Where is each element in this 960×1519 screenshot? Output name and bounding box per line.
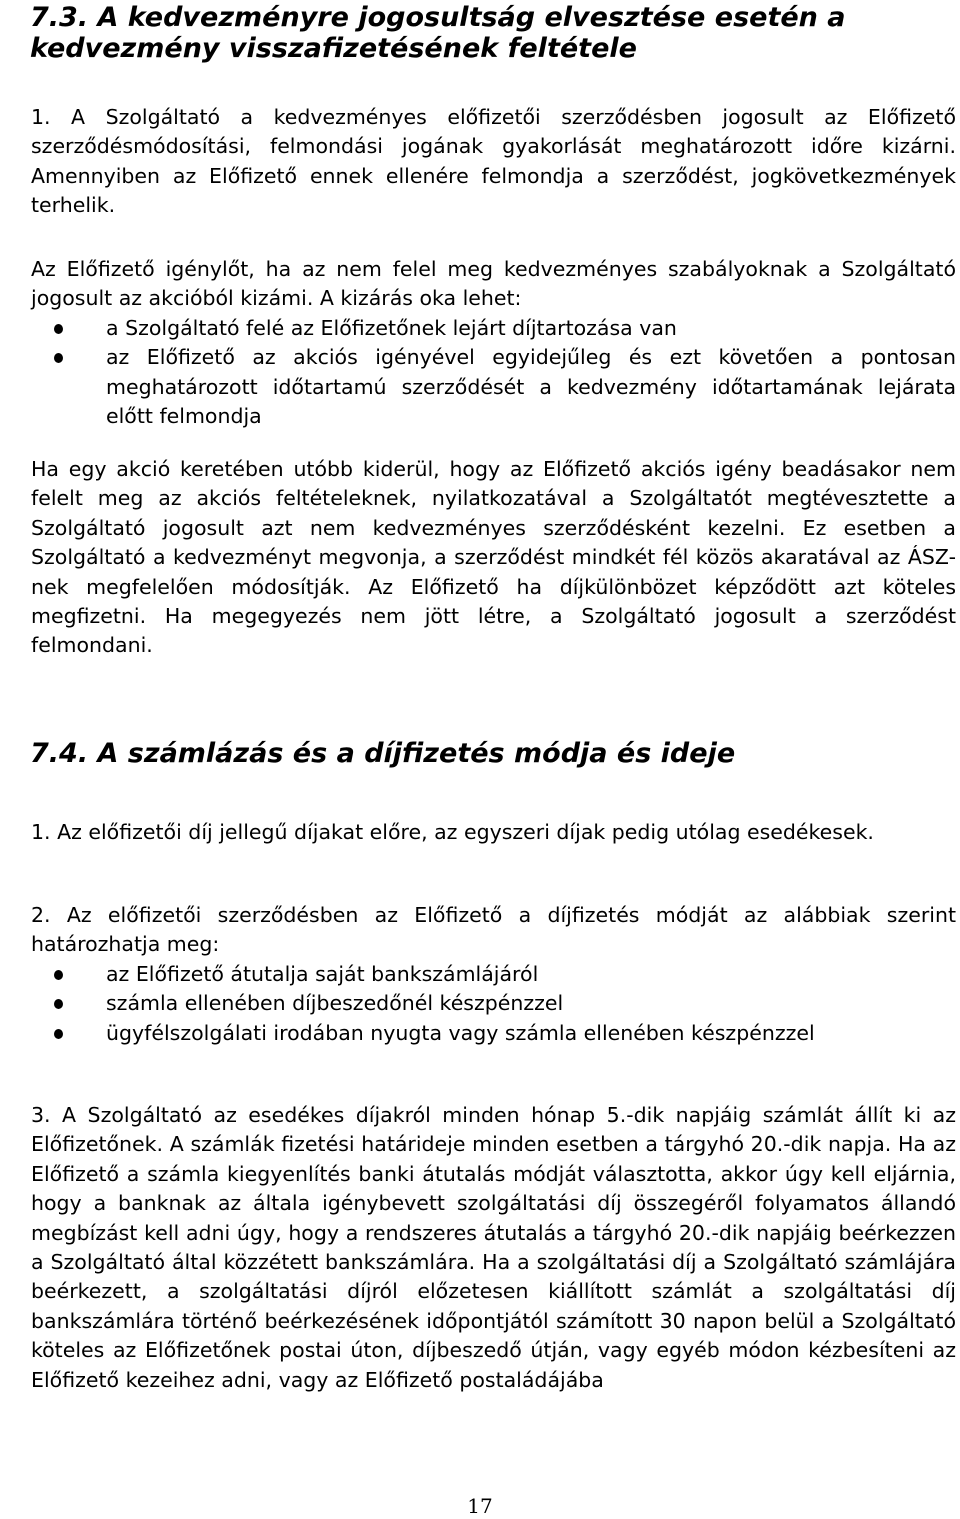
exclusion-reasons-list: [31, 314, 956, 432]
list-item: [31, 960, 956, 989]
paragraph-7-4-2: 2. Az előfizetői szerződésben az Előfizető a díjfizetés módját az alábbiak szerint határozhatja meg:: [31, 903, 956, 957]
page-number: 17: [467, 1494, 493, 1518]
bullet-icon: [54, 324, 63, 334]
list-item: [31, 314, 956, 343]
payment-methods-list: [31, 960, 956, 1048]
section-heading-7-4: 7.4. A számlázás és a díjfizetés módja és ideje: [30, 738, 736, 769]
paragraph-7-4-3: 3. A Szolgáltató az esedékes díjakról minden hónap 5.-dik napjáig számlát állít ki az Előfizetőnek. A számlák fizetési határideje minden esetben a tárgyhó 20.-dik napja. Ha az Előfizető a számla kiegyenlítés banki átutalás módját választotta, akkor úgy kell eljárnia, hogy a banknak az általa igénybevett szolgáltatási díj összegéről folyamatos állandó megbízást kell adni úgy, hogy a rendszeres átutalás a tárgyhó 20.-dik napjáig beérkezzen a Szolgáltató által közzétett bankszámlára. Ha a szolgáltatási díj a Szolgáltató számlájára beérkezett, a szolgáltatási díjról előzetesen kiállított számlát a szolgáltatási díj bankszámlára történő beérkezésének időpontjától számított 30 napon belül a Szolgáltató köteles az Előfizetőnek postai úton, díjbeszedő útján, vagy egyéb módon kézbesíteni az Előfizető kezeihez adni, vagy az Előfizető postaládájába: [31, 1103, 956, 1392]
paragraph-7-4-1: 1. Az előfizetői díj jellegű díjakat előre, az egyszeri díjak pedig utólag esedékesek.: [31, 820, 874, 844]
paragraph-7-3-3: Ha egy akció keretében utóbb kiderül, hogy az Előfizető akciós igény beadásakor nem felelt meg az akciós feltételeknek, nyilatkozatával a Szolgáltatót megtévesztette a Szolgáltató jogosult azt nem kedvezményes szerződésként kezelni. Ez esetben a Szolgáltató a kedvezményt megvonja, a szerződést mindkét fél közös akaratával az ÁSZ-nek megfelelően módosítják. Az Előfizető ha díjkülönbözet képződött azt köteles megfizetni. Ha megegyezés nem jött létre, a Szolgáltató jogosult a szerződést felmondani.: [31, 457, 956, 658]
list-item: [31, 989, 956, 1018]
bullet-icon: [54, 970, 63, 980]
list-item-text: a Szolgáltató felé az Előfizetőnek lejárt díjtartozása van: [106, 316, 677, 340]
list-item-text: az Előfizető az akciós igényével egyidejűleg és ezt követően a pontosan meghatározott időtartamú szerződését a kedvezmény időtartamának lejárata előtt felmondja: [106, 345, 956, 429]
list-item: [31, 343, 956, 431]
paragraph-7-3-1: 1. A Szolgáltató a kedvezményes előfizetői szerződésben jogosult az Előfizető szerződésmódosítási, felmondási jogának gyakorlását meghatározott időre kizárni. Amennyiben az Előfizető ennek ellenére felmondja a szerződést, jogkövetkezmények terhelik.: [31, 105, 956, 218]
bullet-icon: [54, 1029, 63, 1039]
list-item-text: ügyfélszolgálati irodában nyugta vagy számla ellenében készpénzzel: [106, 1020, 815, 1045]
section-heading-7-3: 7.3. A kedvezményre jogosultság elvesztése esetén a kedvezmény visszafizetésének feltétele: [30, 2, 846, 64]
list-item-text: számla ellenében díjbeszedőnél készpénzzel: [106, 991, 564, 1016]
paragraph-7-3-2: Az Előfizető igénylőt, ha az nem felel meg kedvezményes szabályoknak a Szolgáltató jogosult az akcióból kizámi. A kizárás oka lehet:: [31, 257, 956, 311]
list-item-text: az Előfizető átutalja saját bankszámlájáról: [106, 962, 539, 986]
bullet-icon: [54, 999, 63, 1009]
list-item: [31, 1019, 956, 1048]
bullet-icon: [54, 353, 63, 363]
